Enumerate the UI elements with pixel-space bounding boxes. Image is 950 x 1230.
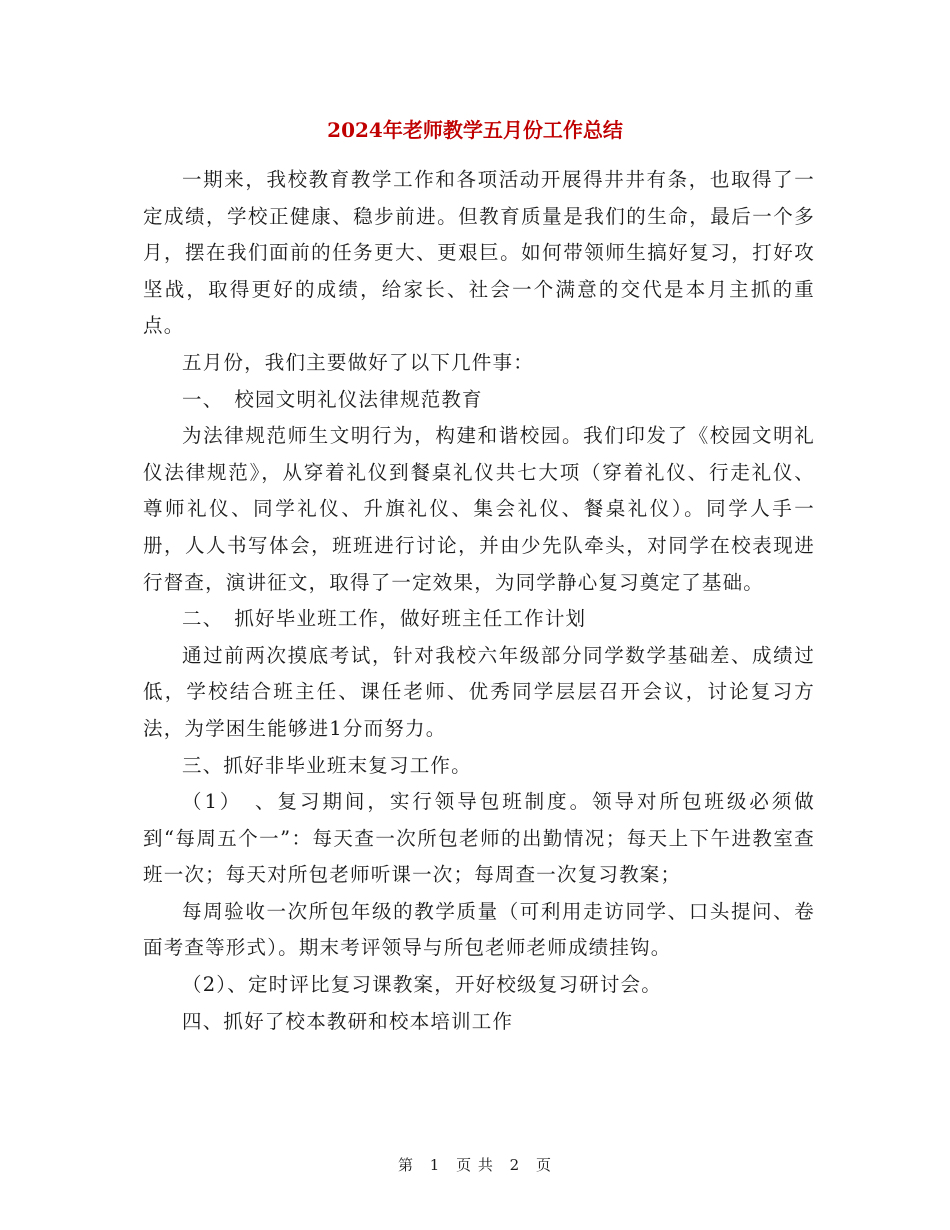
document-body <box>143 162 815 1040</box>
paragraph: 通过前两次摸底考试，针对我校六年级部分同学数学基础差、成绩过低，学校结合班主任、课任老师、优秀同学层层召开会议，讨论复习方法，为学困生能够进1分而努力。 <box>143 643 815 740</box>
section-heading: 二、 抓好毕业班工作，做好班主任工作计划 <box>182 607 587 631</box>
paragraph: 五月份，我们主要做好了以下几件事： <box>182 350 534 374</box>
paragraph: 一期来，我校教育教学工作和各项活动开展得井井有条，也取得了一定成绩，学校正健康、稳步前进。但教育质量是我们的生命，最后一个多月，摆在我们面前的任务更大、更艰巨。如何带领师生搞好复习，打好攻坚战，取得更好的成绩，给家长、社会一个满意的交代是本月主抓的重点。 <box>143 168 815 338</box>
paragraph: （1） 、复习期间，实行领导包班制度。领导对所包班级必须做到“每周五个一”：每天查一次所包老师的出勤情况；每天上下午进教室查班一次；每天对所包老师听课一次；每周查一次复习教案； <box>143 790 815 887</box>
paragraph: 为法律规范师生文明行为，构建和谐校园。我们印发了《校园文明礼仪法律规范》，从穿着礼仪到餐桌礼仪共七大项（穿着礼仪、行走礼仪、尊师礼仪、同学礼仪、升旗礼仪、集会礼仪、餐桌礼仪）。同学人手一册，人人书写体会，班班进行讨论，并由少先队牵头，对同学在校表现进行督查，演讲征文，取得了一定效果，为同学静心复习奠定了基础。 <box>143 424 815 594</box>
footer-total-pages: 2 <box>509 1156 521 1174</box>
document-title: 2024年老师教学五月份工作总结 <box>327 118 623 142</box>
page-footer <box>0 1154 950 1175</box>
paragraph: （2）、定时评比复习课教案，开好校级复习研讨会。 <box>182 973 662 997</box>
section-heading: 一、 校园文明礼仪法律规范教育 <box>182 387 483 411</box>
footer-suffix: 页 <box>536 1156 553 1174</box>
paragraph: 每周验收一次所包年级的教学质量（可利用走访同学、口头提问、卷面考查等形式）。期末考评领导与所包老师老师成绩挂钩。 <box>143 899 815 960</box>
footer-page-number: 1 <box>429 1156 441 1174</box>
footer-middle: 页 共 <box>456 1156 494 1174</box>
section-heading: 四、抓好了校本教研和校本培训工作 <box>182 1009 514 1033</box>
footer-prefix: 第 <box>397 1156 414 1174</box>
section-heading: 三、抓好非毕业班末复习工作。 <box>182 753 472 777</box>
